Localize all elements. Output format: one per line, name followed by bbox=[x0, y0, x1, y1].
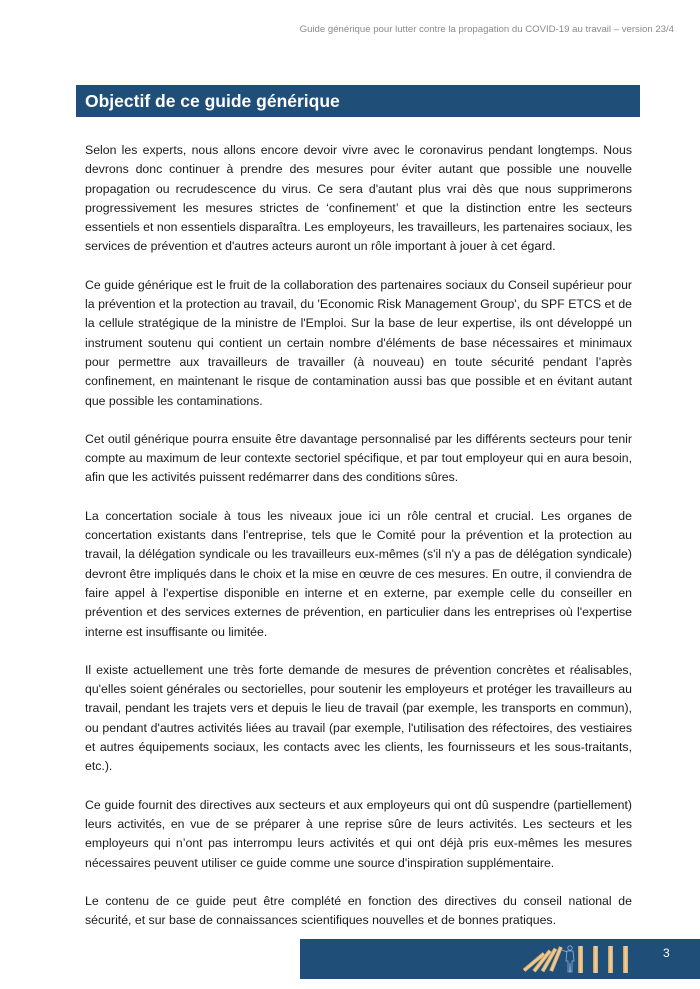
paragraph: Ce guide générique est le fruit de la collaboration des partenaires sociaux du Conseil supérieur pour la prévention et la protection au travail, du 'Economic Risk Management Group', du SPF ETCS et de la cellule stratégique de la ministre de l'Emploi. Sur la base de leur expertise, ils ont développé un instrument soutenu qui contient un certain nombre d'éléments de base nécessaires et minimaux pour permettre aux travailleurs de travailler (à nouveau) en toute sécurité pendant l’après confinement, en maintenant le risque de contamination aussi bas que possible et en évitant autant que possible les contaminations. bbox=[85, 277, 632, 408]
falling-dominoes-with-figure-icon bbox=[518, 943, 668, 975]
paragraph: La concertation sociale à tous les niveaux joue ici un rôle central et crucial. Les organes de concertation existants dans l'entreprise, tels que le Comité pour la prévention et la protection au travail, la délégation syndicale ou les travailleurs eux-mêmes (s'il n'y a pas de délégation syndicale) devront être impliqués dans le choix et la mise en œuvre de ces mesures. En outre, il conviendra de faire appel à l'expertise disponible en interne et en externe, par exemple celle du conseiller en prévention et des services externes de prévention, en particulier dans les entreprises où l'expertise interne est insuffisante ou limitée. bbox=[85, 508, 632, 639]
footer-bar bbox=[300, 939, 700, 979]
section-heading-bar bbox=[76, 85, 640, 117]
section-title: Objectif de ce guide générique bbox=[85, 91, 340, 111]
page-number: 3 bbox=[663, 946, 670, 960]
paragraph: Cet outil générique pourra ensuite être davantage personnalisé par les différents secteurs pour tenir compte au maximum de leur contexte sectoriel spécifique, et par tout employeur qui en aura besoin, afin que les activités puissent redémarrer dans des conditions sûres. bbox=[85, 431, 632, 485]
standing-figure bbox=[562, 946, 574, 972]
body-text bbox=[85, 141, 632, 949]
paragraph: Ce guide fournit des directives aux secteurs et aux employeurs qui ont dû suspendre (partiellement) leurs activités, en vue de se préparer à une reprise sûre de leurs activités. Les secteurs et les employeurs qui n’ont pas interrompu leurs activités et qui ont déjà pris eux-mêmes les mesures nécessaires peuvent utiliser ce guide comme une source d'inspiration supplémentaire. bbox=[85, 797, 632, 870]
paragraph: Il existe actuellement une très forte demande de mesures de prévention concrètes et réalisables, qu'elles soient générales ou sectorielles, pour soutenir les employeurs et protéger les travailleurs au travail, pendant les trajets vers et depuis le lieu de travail (par exemple, les transports en commun), ou pendant d'autres activités liées au travail (par exemple, l'utilisation des réfectoires, des vestiaires et autres équipements sociaux, les contacts avec les clients, les fournisseurs et les sous-traitants, etc.). bbox=[85, 662, 632, 774]
running-header: Guide générique pour lutter contre la propagation du COVID-19 au travail – version 23/4 bbox=[299, 24, 674, 35]
paragraph: Selon les experts, nous allons encore devoir vivre avec le coronavirus pendant longtemps. Nous devrons donc continuer à prendre des mesures pour éviter autant que possible une nouvelle propagation ou recrudescence du virus. Ce sera d'autant plus vrai dès que nous supprimerons progressivement les mesures strictes de ‘confinement’ et que la distinction entre les secteurs essentiels et non essentiels disparaîtra. Les employeurs, les travailleurs, les partenaires sociaux, les services de prévention et d'autres acteurs auront un rôle important à jouer à cet égard. bbox=[85, 143, 632, 254]
standing-dominoes bbox=[578, 946, 628, 973]
paragraph: Le contenu de ce guide peut être complété en fonction des directives du conseil national de sécurité, et sur base de connaissances scientifiques nouvelles et de bonnes pratiques. bbox=[85, 893, 632, 928]
fallen-dominoes bbox=[523, 946, 563, 972]
